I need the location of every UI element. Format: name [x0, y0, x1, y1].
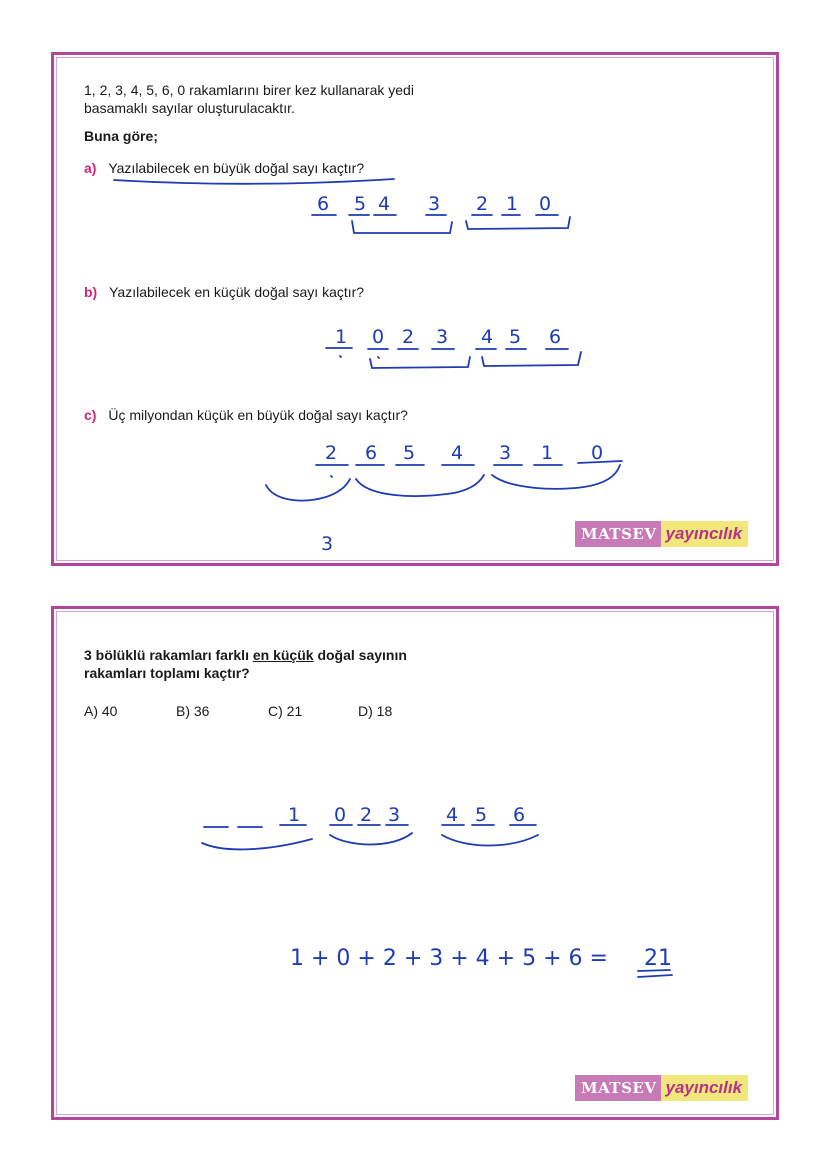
ink-digit: 4	[446, 804, 459, 826]
option-d[interactable]: D) 18	[358, 703, 393, 719]
ink-digit: 6	[549, 326, 562, 348]
ink-sum-expression: 1 + 0 + 2 + 3 + 4 + 5 + 6 =	[290, 946, 608, 971]
ink-dot-c	[331, 476, 332, 477]
logo-matsev: MATSEV	[575, 521, 661, 547]
ink-group-bracket-2b	[330, 833, 412, 845]
question-c-text: Üç milyondan küçük en büyük doğal sayı kaçtır?	[108, 407, 408, 423]
ink-digit: 3	[428, 193, 441, 215]
question-b-label: b)	[84, 284, 98, 300]
ink-digit: 2	[402, 326, 415, 348]
ink-digit: 5	[403, 442, 416, 464]
ink-digit: 6	[365, 442, 378, 464]
ink-sum-result: 21	[644, 946, 672, 971]
problem1-text-line1: 1, 2, 3, 4, 5, 6, 0 rakamlarını birer kez kullanarak yedi	[84, 82, 414, 98]
ink-group-bracket-b1	[370, 357, 470, 368]
option-b[interactable]: B) 36	[176, 703, 210, 719]
problem2-q1-post: doğal sayının	[313, 647, 407, 663]
logo-yayincilik: yayıncılık	[661, 1075, 749, 1101]
ink-digit: 5	[475, 804, 488, 826]
ink-group-bracket-2a	[202, 839, 312, 849]
ink-digit: 6	[317, 193, 330, 215]
problem2-q1-pre: 3 bölüklü rakamları farklı	[84, 647, 253, 663]
ink-digit: 6	[513, 804, 526, 826]
ink-digit: 0	[539, 193, 552, 215]
ink-digits-b	[335, 326, 561, 348]
question-b-text: Yazılabilecek en küçük doğal sayı kaçtır?	[109, 284, 365, 300]
ink-note-c: 3	[321, 533, 334, 555]
ink-digit: 1	[541, 442, 554, 464]
ink-digit: 5	[509, 326, 522, 348]
ink-digits-a	[317, 193, 551, 215]
ink-group-bracket-c3	[492, 465, 620, 489]
option-c[interactable]: C) 21	[268, 703, 303, 719]
problem2-question-line2: rakamları toplamı kaçtır?	[84, 665, 250, 681]
ink-digit: 2	[325, 442, 338, 464]
ink-group-bracket-2c	[442, 835, 538, 846]
question-a-text: Yazılabilecek en büyük doğal sayı kaçtır?	[108, 160, 365, 176]
ink-digit: 5	[354, 193, 367, 215]
option-a[interactable]: A) 40	[84, 703, 118, 719]
publisher-logo-1	[575, 521, 748, 547]
ink-digit: 4	[451, 442, 464, 464]
ink-digit: 2	[476, 193, 489, 215]
ink-underline-question-a	[114, 179, 394, 184]
problem-card-1	[51, 52, 779, 566]
handwritten-annotations-2	[54, 609, 782, 1123]
ink-blanks-b	[326, 348, 568, 349]
ink-digit: 3	[388, 804, 401, 826]
ink-digit: 1	[506, 193, 519, 215]
ink-group-bracket-a2	[466, 217, 570, 229]
ink-dots-b	[340, 356, 379, 358]
ink-double-underline	[638, 970, 672, 977]
ink-digit: 3	[436, 326, 449, 348]
problem1-text-line2: basamaklı sayılar oluşturulacaktır.	[84, 100, 295, 116]
ink-group-bracket-a1	[352, 221, 452, 233]
ink-blanks-c	[316, 461, 622, 465]
problem-card-2	[51, 606, 779, 1120]
ink-group-bracket-c2	[356, 475, 484, 496]
logo-matsev: MATSEV	[575, 1075, 661, 1101]
problem1-intro: Buna göre;	[84, 128, 158, 144]
ink-digit: 0	[372, 326, 385, 348]
ink-group-bracket-b2	[482, 352, 581, 366]
ink-digit: 0	[591, 442, 604, 464]
ink-blanks-2	[204, 825, 536, 827]
ink-digit: 1	[288, 804, 301, 826]
question-c-label: c)	[84, 407, 97, 423]
ink-digit: 3	[499, 442, 512, 464]
ink-digit: 4	[378, 193, 391, 215]
ink-group-bracket-c1	[266, 479, 350, 501]
question-a-label: a)	[84, 160, 97, 176]
handwritten-annotations-1	[54, 55, 782, 569]
ink-digit: 0	[334, 804, 347, 826]
ink-digit: 4	[481, 326, 494, 348]
problem2-q1-underlined: en küçük	[252, 647, 314, 663]
ink-digit: 1	[335, 326, 348, 348]
ink-digits-c	[325, 442, 603, 464]
ink-digit: 2	[360, 804, 373, 826]
publisher-logo-2	[575, 1075, 748, 1101]
ink-digits-2	[288, 804, 525, 826]
logo-yayincilik: yayıncılık	[661, 521, 749, 547]
